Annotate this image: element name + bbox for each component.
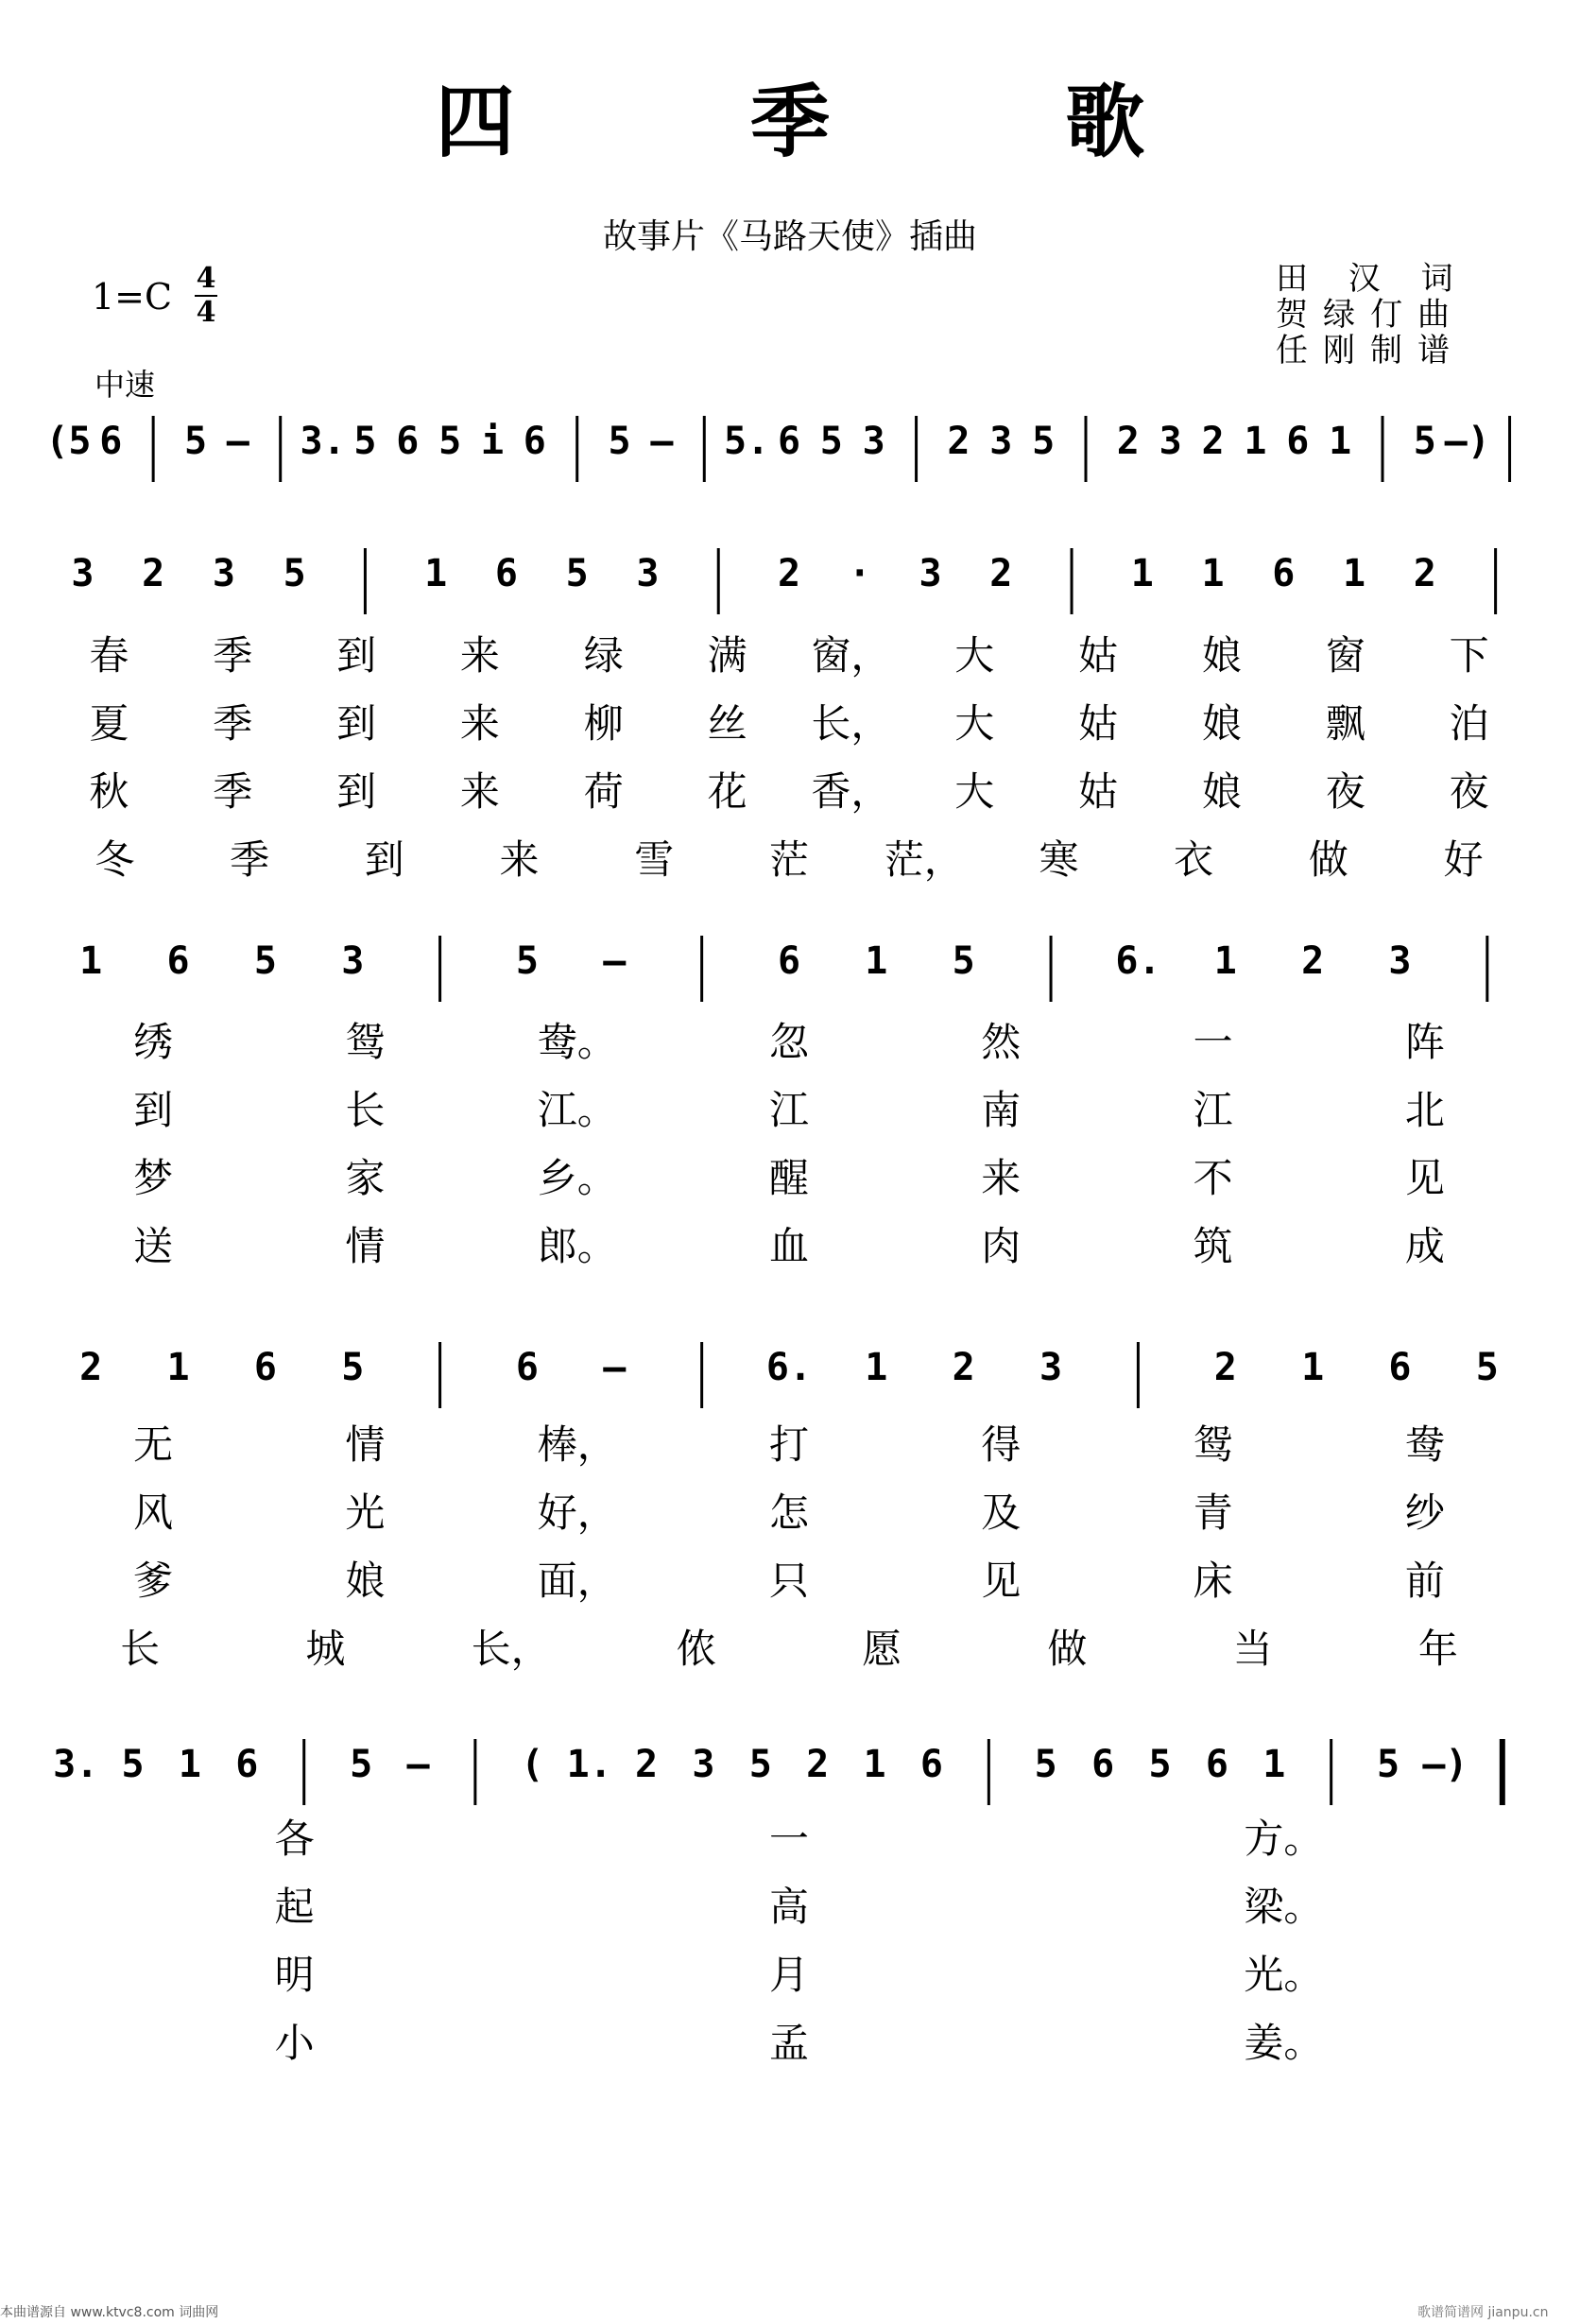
lyric-syllable: 柳 xyxy=(583,700,624,747)
tempo-marking: 中速 xyxy=(94,367,156,403)
note: 5. xyxy=(724,420,770,463)
lyric-syllable: 前 xyxy=(1404,1558,1445,1604)
lyric-syllable: 江 xyxy=(768,1087,810,1133)
lyric-syllable: 孟 xyxy=(768,2020,810,2066)
note: 2 xyxy=(989,552,1013,595)
lyric-syllable: 荷 xyxy=(583,768,624,815)
note: 1 xyxy=(1244,420,1267,463)
lyric-syllable: 一 xyxy=(1193,1019,1233,1065)
lyric-syllable: 郎。 xyxy=(537,1223,617,1269)
note: 1 xyxy=(1343,552,1366,595)
lyric-syllable: 来 xyxy=(499,836,540,883)
lyric-syllable: 季 xyxy=(213,700,253,747)
lyric-syllable: 姑 xyxy=(1078,700,1119,747)
lyric-syllable: 见 xyxy=(981,1558,1022,1604)
note: 1 xyxy=(1130,552,1154,595)
lyric-syllable: 然 xyxy=(981,1019,1022,1065)
lyric-syllable: 打 xyxy=(768,1421,810,1468)
note: 2 xyxy=(1301,939,1325,983)
note: 1 xyxy=(166,1346,190,1389)
note: – xyxy=(650,420,674,463)
lyric-syllable: 春 xyxy=(89,632,129,679)
song-title: 四 季 歌 xyxy=(435,75,1249,168)
lyric-syllable: 各 xyxy=(274,1816,315,1862)
note: 6. xyxy=(765,1346,813,1389)
lyric-syllable: 北 xyxy=(1404,1087,1445,1133)
lyric-syllable: 月 xyxy=(768,1952,810,1998)
note: 6 xyxy=(1091,1743,1115,1786)
lyric-syllable: 到 xyxy=(364,836,404,883)
note: 6 xyxy=(777,420,801,463)
lyric-syllable: 无 xyxy=(133,1421,174,1468)
lyric-syllable: 怎 xyxy=(768,1489,810,1536)
note: 5 xyxy=(748,1743,772,1786)
note: 6 xyxy=(99,420,123,463)
lyric-syllable: 纱 xyxy=(1404,1489,1445,1536)
lyric-syllable: 南 xyxy=(981,1087,1022,1133)
lyric-syllable: 窗， xyxy=(811,632,891,679)
note: 1 xyxy=(1301,1346,1325,1389)
note: 5 xyxy=(1032,420,1056,463)
lyric-syllable: 季 xyxy=(213,768,253,815)
note: 6 xyxy=(253,1346,277,1389)
note: –) xyxy=(1422,1743,1468,1786)
footer-watermark: 歌谱简谱网 jianpu.cn xyxy=(1417,2305,1549,2320)
lyric-syllable: 好， xyxy=(537,1489,617,1536)
note: 1 xyxy=(79,939,103,983)
note: 5 xyxy=(350,1743,373,1786)
composer-credit: 贺绿仃曲 xyxy=(1276,296,1465,334)
note: 6. xyxy=(1115,939,1161,983)
lyric-syllable: 方。 xyxy=(1244,1816,1324,1862)
note: 1 xyxy=(865,1346,888,1389)
lyric-syllable: 绣 xyxy=(133,1019,174,1065)
lyric-syllable: 及 xyxy=(981,1489,1022,1536)
note: 5 xyxy=(283,552,306,595)
lyric-syllable: 泊 xyxy=(1449,700,1489,747)
note: 1 xyxy=(863,1743,886,1786)
lyric-syllable: 夜 xyxy=(1325,768,1365,815)
note: 5 xyxy=(819,420,843,463)
lyric-syllable: 江 xyxy=(1193,1087,1233,1133)
lyric-syllable: 光 xyxy=(345,1489,386,1536)
lyric-syllable: 年 xyxy=(1417,1626,1458,1672)
lyric-syllable: 长 xyxy=(345,1087,386,1133)
lyric-syllable: 筑 xyxy=(1193,1223,1233,1269)
lyric-syllable: 乡。 xyxy=(537,1155,617,1201)
lyric-syllable: 丝 xyxy=(707,700,747,747)
lyric-syllable: 高 xyxy=(768,1884,810,1930)
note: 3 xyxy=(636,552,660,595)
lyric-syllable: 醒 xyxy=(768,1155,810,1201)
note: 6 xyxy=(166,939,190,983)
lyric-syllable: 棒， xyxy=(537,1421,617,1468)
note: 6 xyxy=(1272,552,1296,595)
note: 1 xyxy=(1201,552,1225,595)
lyric-syllable: 爹 xyxy=(133,1558,174,1604)
lyric-syllable: 情 xyxy=(345,1223,386,1269)
note: 2 xyxy=(952,1346,975,1389)
note: 2 xyxy=(1213,1346,1237,1389)
note: – xyxy=(406,1743,430,1786)
lyric-syllable: 江。 xyxy=(537,1087,617,1133)
lyric-syllable: 得 xyxy=(981,1421,1022,1468)
lyric-syllable: 娘 xyxy=(1201,632,1242,679)
lyric-syllable: 来 xyxy=(459,700,500,747)
lyric-syllable: 茫 xyxy=(768,836,810,883)
lyric-syllable: 血 xyxy=(768,1223,810,1269)
note: 2 xyxy=(806,1743,830,1786)
lyric-syllable: 姑 xyxy=(1078,768,1119,815)
note: – xyxy=(603,939,627,983)
note: 2 xyxy=(142,552,165,595)
note: 2 xyxy=(634,1743,659,1786)
note: 2 xyxy=(79,1346,103,1389)
lyric-syllable: 香， xyxy=(811,768,891,815)
lyric-syllable: 长， xyxy=(811,700,891,747)
lyric-syllable: 下 xyxy=(1449,632,1489,679)
lyric-syllable: 季 xyxy=(213,632,253,679)
note: 3 xyxy=(341,939,365,983)
note: –) xyxy=(1444,420,1490,463)
note: – xyxy=(603,1346,627,1389)
lyric-syllable: 鸯。 xyxy=(537,1019,617,1065)
lyric-syllable: 肉 xyxy=(981,1223,1022,1269)
note: 1 xyxy=(1213,939,1237,983)
note: 5 xyxy=(253,939,277,983)
note: 3 xyxy=(212,552,235,595)
note: 5 xyxy=(1376,1743,1400,1786)
lyric-syllable: 到 xyxy=(336,700,377,747)
lyric-syllable: 季 xyxy=(230,836,270,883)
note: 2 xyxy=(1116,420,1140,463)
note: 6 xyxy=(1205,1743,1228,1786)
lyric-syllable: 到 xyxy=(336,632,377,679)
note: 3 xyxy=(989,420,1013,463)
lyric-syllable: 做 xyxy=(1047,1626,1088,1672)
lyric-syllable: 床 xyxy=(1193,1558,1233,1604)
lyric-syllable: 飘 xyxy=(1325,700,1365,747)
lyric-syllable: 秋 xyxy=(89,768,129,815)
lyric-syllable: 姜。 xyxy=(1244,2020,1324,2066)
lyric-syllable: 寒 xyxy=(1039,836,1079,883)
lyric-syllable: 好 xyxy=(1443,836,1484,883)
lyric-syllable: 小 xyxy=(274,2020,315,2066)
note: 3 xyxy=(1039,1346,1063,1389)
footer-source: 本曲谱源自 www.ktvc8.com 词曲网 xyxy=(0,2305,219,2320)
lyric-syllable: 见 xyxy=(1404,1155,1445,1201)
lyric-syllable: 当 xyxy=(1232,1626,1273,1672)
lyric-syllable: 窗 xyxy=(1325,632,1365,679)
note: – xyxy=(226,420,249,463)
lyric-syllable: 大 xyxy=(954,768,995,815)
lyric-syllable: 长 xyxy=(120,1626,161,1672)
lyric-syllable: 家 xyxy=(345,1155,386,1201)
note: ( xyxy=(521,1743,544,1786)
note: 6 xyxy=(396,420,420,463)
note: 6 xyxy=(235,1743,259,1786)
note: 1 xyxy=(865,939,888,983)
note: 3 xyxy=(1159,420,1182,463)
note: 5 xyxy=(438,420,462,463)
note: 3 xyxy=(1388,939,1412,983)
lyric-syllable: 面， xyxy=(537,1558,617,1604)
lyric-syllable: 风 xyxy=(133,1489,174,1536)
note: 6 xyxy=(919,1743,944,1786)
lyric-syllable: 愿 xyxy=(862,1626,902,1672)
lyric-syllable: 来 xyxy=(459,768,500,815)
lyric-syllable: 忽 xyxy=(768,1019,810,1065)
lyric-syllable: 娘 xyxy=(345,1558,386,1604)
lyric-syllable: 阵 xyxy=(1404,1019,1445,1065)
lyricist-credit: 田 汉 词 xyxy=(1276,260,1468,298)
note: 2 xyxy=(777,552,801,595)
lyric-syllable: 娘 xyxy=(1201,768,1242,815)
song-subtitle: 故事片《马路天使》插曲 xyxy=(602,217,977,256)
note: 6 xyxy=(515,1346,539,1389)
note: 5 xyxy=(183,420,208,463)
lyric-syllable: 成 xyxy=(1404,1223,1445,1269)
lyric-syllable: 鸳 xyxy=(345,1019,386,1065)
note: 3 xyxy=(692,1743,715,1786)
lyric-syllable: 大 xyxy=(954,700,995,747)
note: 2 xyxy=(1201,420,1225,463)
note: · xyxy=(848,552,871,595)
lyric-syllable: 来 xyxy=(459,632,500,679)
note: 6 xyxy=(777,939,801,983)
note: 6 xyxy=(523,420,546,463)
transcriber-credit: 任刚制谱 xyxy=(1276,332,1465,370)
lyric-syllable: 雪 xyxy=(634,836,675,883)
key-signature: 1=C xyxy=(92,276,173,318)
note: 5 xyxy=(1148,1743,1172,1786)
note: 3. xyxy=(53,1743,99,1786)
note: 6 xyxy=(1388,1346,1412,1389)
lyric-syllable: 长， xyxy=(471,1626,551,1672)
note: i xyxy=(480,420,505,463)
lyric-syllable: 鸳 xyxy=(1193,1421,1233,1468)
lyric-syllable: 到 xyxy=(133,1087,174,1133)
lyric-syllable: 不 xyxy=(1193,1155,1233,1201)
lyric-syllable: 姑 xyxy=(1078,632,1119,679)
lyric-syllable: 茫， xyxy=(884,836,964,883)
note: 3 xyxy=(71,552,94,595)
lyric-syllable: 夜 xyxy=(1449,768,1489,815)
note: 5 xyxy=(515,939,539,983)
note: 1. xyxy=(566,1743,612,1786)
lyric-syllable: 绿 xyxy=(583,632,624,679)
lyric-syllable: 只 xyxy=(768,1558,810,1604)
note: 6 xyxy=(1286,420,1310,463)
lyric-syllable: 明 xyxy=(274,1952,315,1998)
lyric-syllable: 一 xyxy=(768,1816,810,1862)
lyric-syllable: 花 xyxy=(707,768,747,815)
lyric-syllable: 来 xyxy=(981,1155,1022,1201)
lyric-syllable: 侬 xyxy=(676,1626,716,1672)
lyric-syllable: 大 xyxy=(954,632,995,679)
lyric-syllable: 起 xyxy=(274,1884,315,1930)
note: 1 xyxy=(1262,1743,1286,1786)
note: 5 xyxy=(353,420,377,463)
lyric-syllable: 满 xyxy=(707,632,747,679)
note: 3. xyxy=(300,420,346,463)
note: 5 xyxy=(952,939,975,983)
lyric-syllable: 梦 xyxy=(133,1155,174,1201)
note: 5 xyxy=(608,420,631,463)
note: 5 xyxy=(341,1346,365,1389)
lyric-syllable: 鸯 xyxy=(1404,1421,1445,1468)
lyric-syllable: 夏 xyxy=(89,700,129,747)
note: 5 xyxy=(121,1743,145,1786)
note: 5 xyxy=(1034,1743,1057,1786)
note: 1 xyxy=(1329,420,1352,463)
note: 3 xyxy=(919,552,942,595)
lyric-syllable: 冬 xyxy=(94,836,135,883)
note: 2 xyxy=(947,420,970,463)
lyric-syllable: 情 xyxy=(345,1421,386,1468)
note: 5 xyxy=(565,552,589,595)
lyric-syllable: 娘 xyxy=(1201,700,1242,747)
note: 5 xyxy=(1413,420,1436,463)
lyric-syllable: 青 xyxy=(1193,1489,1233,1536)
note: 5 xyxy=(1475,1346,1499,1389)
note: 2 xyxy=(1413,552,1436,595)
meter-bottom: 4 xyxy=(196,296,216,329)
note: 6 xyxy=(494,552,518,595)
lyric-syllable: 衣 xyxy=(1174,836,1214,883)
lyric-syllable: 送 xyxy=(133,1223,174,1269)
lyric-syllable: 城 xyxy=(305,1626,346,1672)
note: 1 xyxy=(178,1743,202,1786)
lyric-syllable: 梁。 xyxy=(1244,1884,1324,1930)
note: 1 xyxy=(424,552,448,595)
meter-top: 4 xyxy=(196,262,216,295)
note: (5 xyxy=(45,420,92,463)
note: 3 xyxy=(862,420,885,463)
lyric-syllable: 做 xyxy=(1308,836,1348,883)
lyric-syllable: 到 xyxy=(336,768,377,815)
lyric-syllable: 光。 xyxy=(1244,1952,1324,1998)
